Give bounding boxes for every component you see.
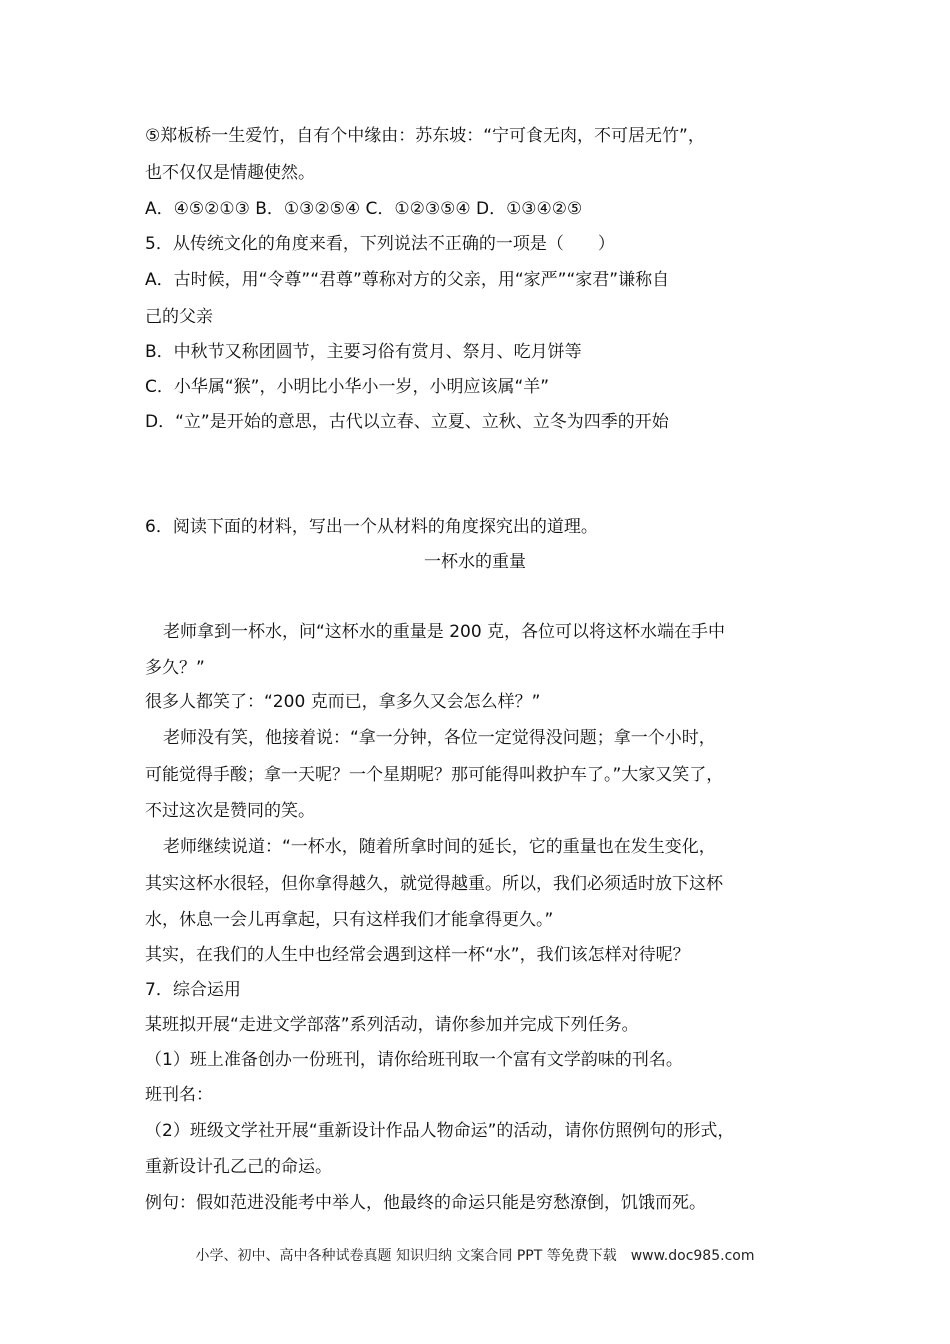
question-7: 7．综合运用 [145, 980, 241, 1000]
passage-question: 其实，在我们的人生中也经常会遇到这样一杯“水”，我们该怎样对待呢？ [145, 945, 690, 965]
page-footer: 小学、初中、高中各种试卷真题 知识归纳 文案合同 PPT 等免费下载 www.doc985.com [195, 1248, 755, 1264]
question-6: 6．阅读下面的材料，写出一个从材料的角度探究出的道理。 [145, 517, 598, 537]
question-5: 5．从传统文化的角度来看，下列说法不正确的一项是（ ） [145, 234, 615, 254]
option-item: ⑤郑板桥一生爱竹，自有个中缘由：苏东坡：“宁可食无肉，不可居无竹”， [145, 126, 705, 146]
question-5-option-b: B．中秋节又称团圆节，主要习俗有赏月、祭月、吃月饼等 [145, 342, 582, 362]
passage-title: 一杯水的重量 [424, 552, 526, 572]
passage-line: 不过这次是赞同的笑。 [145, 801, 315, 821]
passage-line: 可能觉得手酸；拿一天呢？一个星期呢？那可能得叫救护车了。”大家又笑了， [145, 765, 724, 785]
task-2-cont: 重新设计孔乙己的命运。 [145, 1157, 332, 1177]
answer-choices: A．④⑤②①③ B．①③②⑤④ C．①②③⑤④ D．①③④②⑤ [145, 199, 583, 219]
passage-paragraph: 老师继续说道：“一杯水，随着所拿时间的延长，它的重量也在发生变化， [163, 837, 716, 857]
task-1: （1）班上准备创办一份班刊，请你给班刊取一个富有文学韵味的刊名。 [145, 1050, 683, 1070]
passage-line: 多久？” [145, 658, 205, 678]
text-line: 也不仅仅是情趣使然。 [145, 163, 315, 183]
passage-line: 水，休息一会儿再拿起，只有这样我们才能拿得更久。” [145, 910, 554, 930]
answer-label: 班刊名： [145, 1085, 213, 1105]
example-sentence: 例句：假如范进没能考中举人，他最终的命运只能是穷愁潦倒，饥饿而死。 [145, 1193, 706, 1213]
task-intro: 某班拟开展“走进文学部落”系列活动，请你参加并完成下列任务。 [145, 1015, 639, 1035]
passage-paragraph: 老师没有笑，他接着说：“拿一分钟，各位一定觉得没问题；拿一个小时， [163, 728, 716, 748]
question-5-option-a-cont: 己的父亲 [145, 307, 213, 327]
passage-paragraph: 老师拿到一杯水，问“这杯水的重量是 200 克，各位可以将这杯水端在手中 [163, 622, 726, 642]
question-5-option-c: C．小华属“猴”，小明比小华小一岁，小明应该属“羊” [145, 377, 550, 397]
question-5-option-a: A．古时候，用“令尊”“君尊”尊称对方的父亲，用“家严”“家君”谦称自 [145, 270, 670, 290]
question-5-option-d: D．“立”是开始的意思，古代以立春、立夏、立秋、立冬为四季的开始 [145, 412, 669, 432]
passage-line: 其实这杯水很轻，但你拿得越久，就觉得越重。所以，我们必须适时放下这杯 [145, 874, 723, 894]
passage-paragraph: 很多人都笑了：“200 克而已，拿多久又会怎么样？” [145, 692, 541, 712]
task-2: （2）班级文学社开展“重新设计作品人物命运”的活动，请你仿照例句的形式， [145, 1121, 735, 1141]
